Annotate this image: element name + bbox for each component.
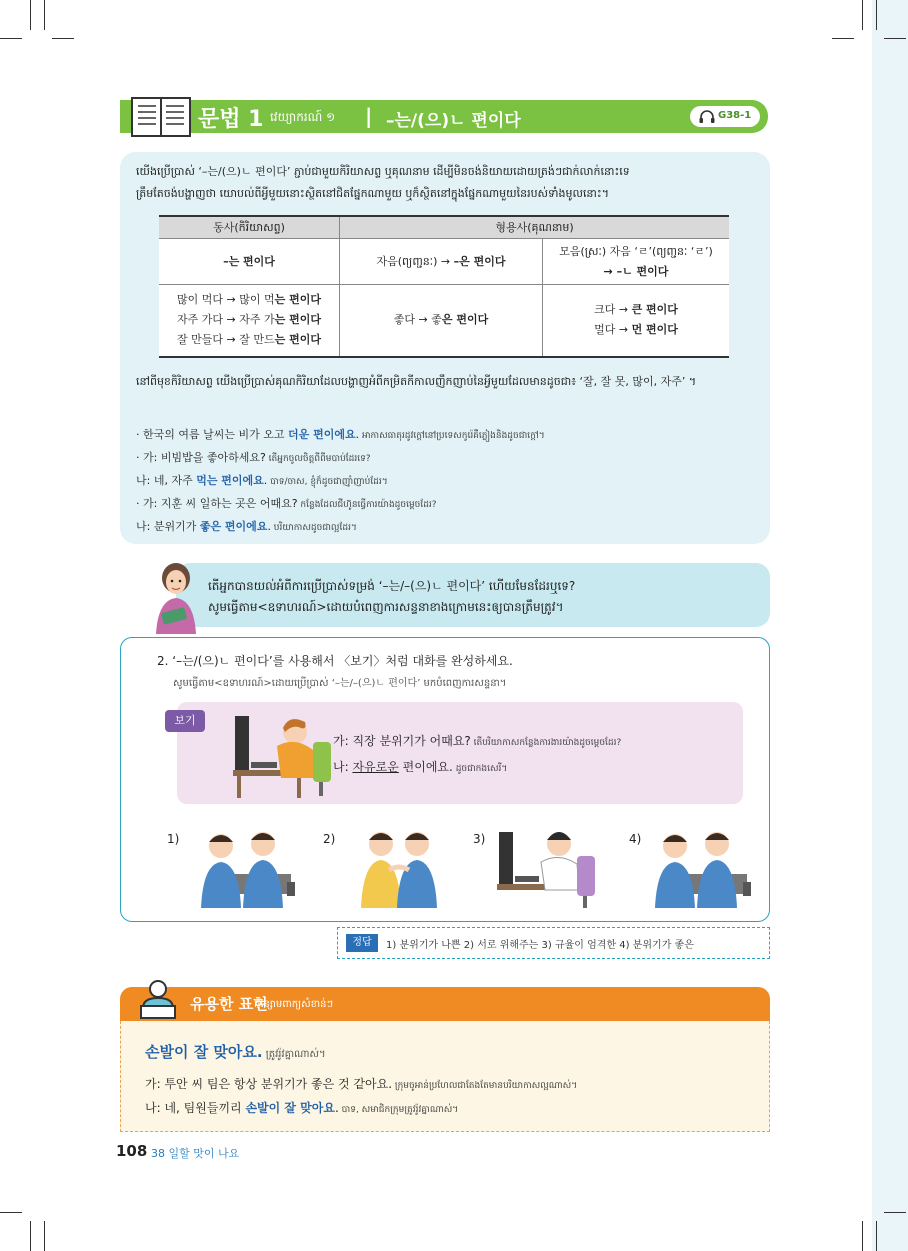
verb-example [163,290,335,310]
example-text: · 가: 비빔밥을 좋아하세요? [136,451,266,464]
table-header-adjective: 형용사(គុណនាម) [340,216,730,239]
example-punct: . [267,520,271,533]
adj-vowel-example-ending: 큰 편이다 [631,303,678,317]
example-question-translation: តើបរិយាកាសកន្លែងការងារយ៉ាងដូចម្តេចដែរ? [470,738,622,748]
crop-mark [44,0,45,30]
example-translation: អាកាសធាតុរដូវក្តៅនៅប្រទេសកូរ៉េគឺភ្លៀងនិងដូចជាក្តៅ។ [359,431,545,441]
headphones-icon [698,109,716,124]
conjugation-table [159,215,729,358]
example-sentence [136,447,545,470]
crop-mark [876,0,877,30]
header-divider: | [365,104,373,128]
example-answer-ending: 편이에요. [398,760,453,774]
example-translation: បរិយាកាសដូចជាល្អដែរ។ [270,523,357,533]
answer-key [337,927,770,959]
crop-mark [0,38,22,39]
teacher-prompt-box [176,563,770,627]
crop-mark [30,1221,31,1251]
useful-dialogue-highlight: 손발이 잘 맞아요 [245,1101,335,1115]
item-4-illustration [653,824,753,908]
example-translation: បាទ/ចាស, ខ្ញុំក៏ដូចជាញ៉ាំញាប់ដែរ។ [267,477,388,487]
page-number: 108 [116,1142,148,1160]
crop-mark [862,0,863,30]
page-side-strip [872,0,908,1251]
example-highlight: 더운 편이에요 [288,428,356,441]
verb-examples [159,285,340,357]
verb-example [163,310,335,330]
adj-vowel-examples [543,285,730,357]
example-text: 나: 네, 자주 [136,474,197,487]
adj-vowel-example-ending: 먼 편이다 [631,323,678,337]
adj-consonant-rule [340,239,543,285]
adj-vowel-example [547,320,725,340]
item-3-illustration [493,818,613,908]
table-header-verb: 동사(កិរិយាសព្ទ) [159,216,340,239]
crop-mark [876,1221,877,1251]
grammar-header [120,100,768,133]
useful-expression-translation: ត្រូវរ៉ូវគ្នាណាស់។ [262,1049,326,1060]
verb-example-ending: 는 편이다 [274,313,321,327]
chapter-title: 38 일할 맛이 나요 [151,1147,240,1160]
example-translation: កន្លែងដែលជីហ៊ូនធ្វើការយ៉ាងដូចម្តេចដែរ? [297,500,437,510]
useful-expression-header [120,987,770,1021]
example-text: · 가: 지훈 씨 일하는 곳은 어때요? [136,497,298,510]
verb-example-base: 잘 만들다 → 잘 만드 [177,333,275,347]
useful-expression-body [120,1021,770,1132]
example-label: 보기 [165,710,205,732]
adj-consonant-example-ending: 은 편이다 [441,313,489,327]
example-punct: . [263,474,268,487]
useful-dialogue-punct: . [334,1101,339,1115]
example-punct: . [355,428,360,441]
adj-vowel-rule-label: 모음(ស្រៈ) 자음 ‘ㄹ’(ព្យញ្ជនៈ ‘ㄹ’) [559,244,713,258]
grammar-explanation-box [120,152,770,544]
useful-dialogue-text: 나: 네, 팀원들끼리 [145,1101,246,1115]
example-sentence [136,516,545,539]
teacher-illustration [148,560,204,634]
verb-rule: –는 편이다 [159,239,340,285]
adj-vowel-rule [543,239,730,285]
adj-vowel-example [547,300,725,320]
example-sentence [136,424,545,447]
useful-dialogue-line [145,1075,577,1093]
example-highlight: 먹는 편이에요 [196,474,264,487]
example-sentence [136,470,545,493]
adj-consonant-rule-ending: –은 편이다 [453,254,506,268]
exercise-frame [120,637,770,922]
adj-consonant-rule-label: 자음(ព្យញ្ជនៈ) → [376,254,454,268]
audio-track-button[interactable] [690,106,760,127]
useful-dialogue-translation: ក្រុមចូអាន់ប្រហែលជាតែងតែមានបរិយាកាសល្អណាស់។ [392,1081,578,1091]
verb-example [163,330,335,350]
verb-example-base: 자주 가다 → 자주 가 [177,313,275,327]
adj-vowel-example-base: 크다 → [594,303,632,317]
useful-dialogue-translation: បាទ, សមាជិកក្រុមត្រូវរ៉ូវគ្នាណាស់។ [338,1105,459,1115]
answer-key-label: 정답 [346,934,378,952]
item-1-illustration [191,824,299,908]
useful-dialogue-line [145,1099,458,1117]
useful-dialogue-text: 가: 투안 씨 팀은 항상 분위기가 좋은 것 같아요. [145,1077,393,1091]
example-highlight: 좋은 편이에요 [199,520,268,533]
example-sentences [136,424,545,539]
adj-consonant-example [340,285,543,357]
adverb-note: នៅពីមុខកិរិយាសព្ទ យើងប្រើប្រាស់គុណកិរិយាដែលបង្ហាញអំពីកម្រិតកីកាលញឹកញាប់នៃអ្វីមួយដែលមានដូចជា៖ ‘잘, 잘 못, 많이, 자주’ ។ [136,375,697,388]
crop-mark [832,38,854,39]
example-dialogue-box [177,702,743,804]
crop-mark [52,38,74,39]
crop-mark [884,38,906,39]
crop-mark [44,1221,45,1251]
item-2-illustration [349,824,449,908]
example-answer-speaker: 나: [333,760,353,774]
useful-expression-text: 손발이 잘 맞아요. [145,1043,263,1061]
example-answer-translation: ដូចជាកងសេរី។ [452,764,508,774]
example-answer-filled: 자유로운 [352,760,399,774]
item-number: 2) [323,832,336,846]
answer-key-text: 1) 분위기가 나쁜 2) 서로 위해주는 3) 규율이 엄격한 4) 분위기가 좋은 [386,940,694,951]
useful-expression [145,1041,326,1062]
useful-expression-khmer-title: កន្សោមពាក្យសំខាន់ៗ [254,999,334,1010]
item-number: 1) [167,832,180,846]
useful-expression-title: 유용한 표현 [190,995,268,1013]
crop-mark [0,1212,22,1213]
example-text: · 한국의 여름 날씨는 비가 오고 [136,428,288,441]
item-number: 4) [629,832,642,846]
office-worker-illustration [229,706,339,798]
crop-mark [862,1221,863,1251]
example-question [333,732,621,750]
lecturer-icon [137,978,179,1020]
example-sentence [136,493,545,516]
item-number: 3) [473,832,486,846]
example-translation: តើអ្នកចូលចិត្តពីពីមបាប់ដែរទេ? [265,454,371,464]
verb-example-base: 많이 먹다 → 많이 먹 [177,293,275,307]
example-question-text: 가: 직장 분위기가 어때요? [333,734,471,748]
explanation-line-2: ត្រឹមតែចង់បង្ហាញថា យោបល់ពីអ្វីមួយនោះស្ថិតនៅជិតផ្នែកណាមួយ ឬក៏ស្ថិតនៅក្នុងផ្នែកណាមួយនៃរបស់ទាំងមូលនោះ។ [136,187,609,200]
crop-mark [884,1212,906,1213]
teacher-prompt-line-2: សូមធ្វើតាម<ឧទាហរណ៍>ដោយបំពេញការសន្ទនាខាងក្រោមនេះឲ្យបានត្រឹមត្រូវ។ [208,600,564,614]
example-text: 나: 분위기가 [136,520,200,533]
grammar-khmer-label: វេយ្យាករណ៍ ១ [270,110,336,124]
adj-vowel-rule-ending: → –ㄴ 편이다 [603,264,669,278]
crop-mark [30,0,31,30]
adj-consonant-example-base: 좋다 → 좋 [393,313,442,327]
verb-example-ending: 는 편이다 [274,333,321,347]
verb-example-ending: 는 편이다 [274,293,321,307]
audio-track-code: G38-1 [718,110,752,121]
adj-vowel-example-base: 멀다 → [594,323,632,337]
exercise-question: 2. ‘–는/(으)ㄴ 편이다’를 사용해서 〈보기〉처럼 대화를 완성하세요. [157,654,513,668]
grammar-pattern: –는/(으)ㄴ 편이다 [386,111,521,131]
teacher-prompt-line-1: តើអ្នកបានយល់អំពីការប្រើប្រាស់ទម្រង់ ‘–는/–(으)ㄴ 편이다’ ហើយមែនដែរឬទេ? [208,579,576,593]
example-answer [333,758,507,776]
grammar-title: 문법 1 [198,107,264,132]
book-icon [130,94,192,138]
exercise-instruction: សូមធ្វើតាម<ឧទាហរណ៍>ដោយប្រើប្រាស់ ‘–는/–(으)ㄴ 편이다’ មកបំពេញការសន្ទនា។ [173,678,507,689]
explanation-line-1: យើងប្រើប្រាស់ ‘–는/(으)ㄴ 편이다’ ភ្ជាប់ជាមួយកិរិយាសព្ទ ឬគុណនាម ដើម្បីមិនចង់និយាយដោយត្រង់ៗជាក់លាក់នោះទេ [136,165,630,178]
